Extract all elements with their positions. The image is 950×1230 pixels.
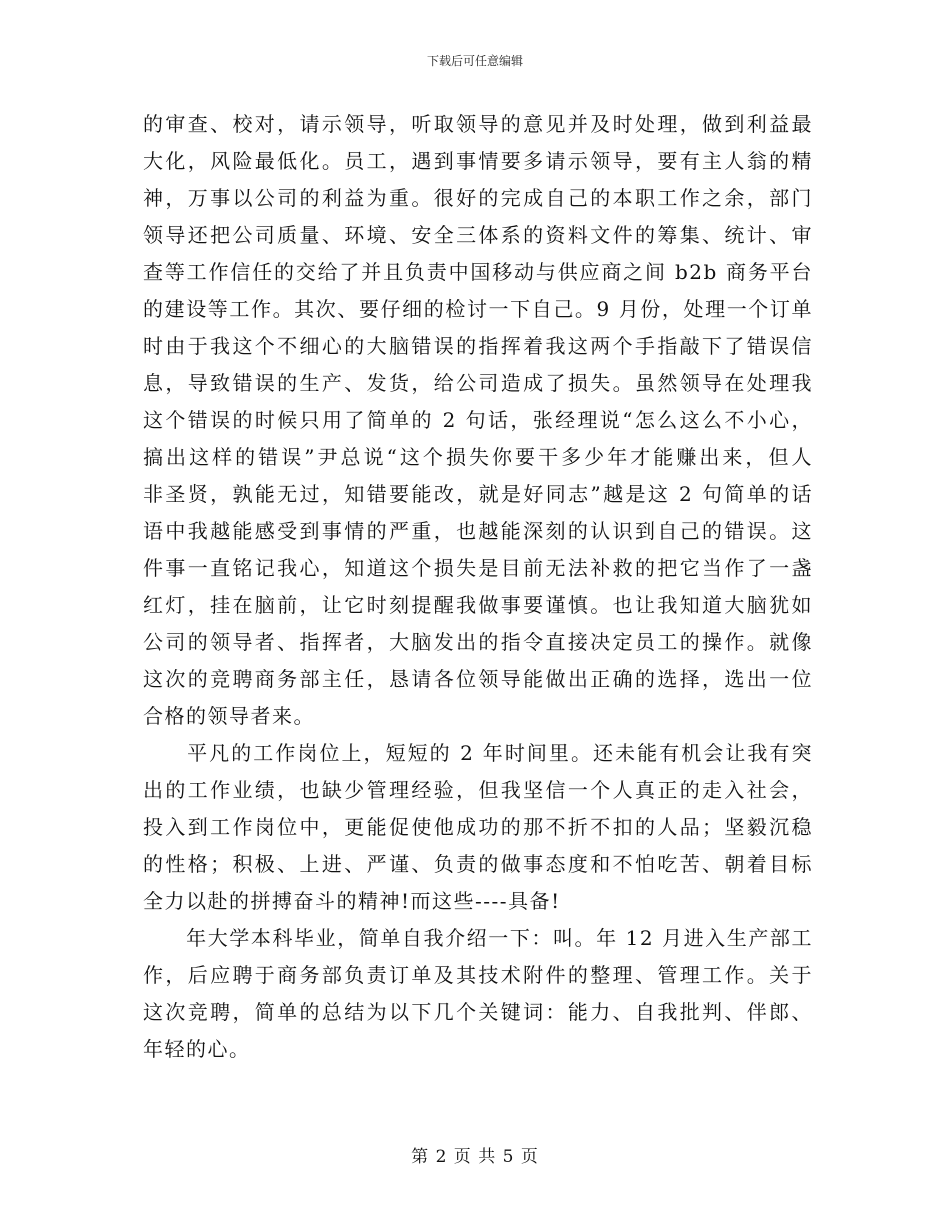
text-line: 非圣贤，孰能无过，知错要能改，就是好同志”越是这 2 句简单的话 — [143, 482, 813, 506]
text-line: 合格的领导者来。 — [143, 704, 315, 728]
text-line: 公司的领导者、指挥者，大脑发出的指令直接决定员工的操作。就像 — [143, 630, 813, 654]
text-line: 息，导致错误的生产、发货，给公司造成了损失。虽然领导在处理我 — [143, 371, 813, 395]
text-line: 的审查、校对，请示领导，听取领导的意见并及时处理，做到利益最 — [143, 112, 813, 136]
text-line: 这次竞聘，简单的总结为以下几个关键词：能力、自我批判、伴郎、 — [143, 1000, 813, 1024]
text-line: 这个错误的时候只用了简单的 2 句话，张经理说“怎么这么不小心， — [143, 408, 813, 432]
text-line: 全力以赴的拼搏奋斗的精神!而这些----具备! — [143, 889, 561, 913]
text-line: 领导还把公司质量、环境、安全三体系的资料文件的筹集、统计、审 — [143, 223, 813, 247]
text-line: 的性格；积极、上进、严谨、负责的做事态度和不怕吃苦、朝着目标 — [143, 852, 813, 876]
text-line: 投入到工作岗位中，更能促使他成功的那不折不扣的人品；坚毅沉稳 — [143, 815, 813, 839]
text-line: 年大学本科毕业，简单自我介绍一下：叫。年 12 月进入生产部工 — [143, 926, 813, 950]
text-line: 这次的竞聘商务部主任，恳请各位领导能做出正确的选择，选出一位 — [143, 667, 813, 691]
text-line: 年轻的心。 — [143, 1037, 251, 1061]
text-line: 查等工作信任的交给了并且负责中国移动与供应商之间 b2b 商务平台 — [143, 260, 813, 284]
text-line: 件事一直铭记我心，知道这个损失是目前无法补救的把它当作了一盏 — [143, 556, 813, 580]
text-line: 出的工作业绩，也缺少管理经验，但我坚信一个人真正的走入社会， — [143, 778, 813, 802]
text-line: 语中我越能感受到事情的严重，也越能深刻的认识到自己的错误。这 — [143, 519, 813, 543]
page-number: 第 2 页 共 5 页 — [411, 1147, 539, 1167]
text-line: 时由于我这个不细心的大脑错误的指挥着我这两个手指敲下了错误信 — [143, 334, 813, 358]
text-line: 红灯，挂在脑前，让它时刻提醒我做事要谨慎。也让我知道大脑犹如 — [143, 593, 813, 617]
page-header: 下载后可任意编辑 — [426, 54, 523, 68]
text-line: 大化，风险最低化。员工，遇到事情要多请示领导，要有主人翁的精 — [143, 149, 813, 173]
text-line: 神，万事以公司的利益为重。很好的完成自己的本职工作之余，部门 — [143, 186, 813, 210]
text-line: 搞出这样的错误”尹总说“这个损失你要干多少年才能赚出来，但人 — [143, 445, 813, 469]
text-line: 的建设等工作。其次、要仔细的检讨一下自己。9 月份，处理一个订单 — [143, 297, 813, 321]
document-body — [143, 106, 813, 1068]
text-line: 作，后应聘于商务部负责订单及其技术附件的整理、管理工作。关于 — [143, 963, 813, 987]
text-line: 平凡的工作岗位上，短短的 2 年时间里。还未能有机会让我有突 — [143, 741, 813, 765]
